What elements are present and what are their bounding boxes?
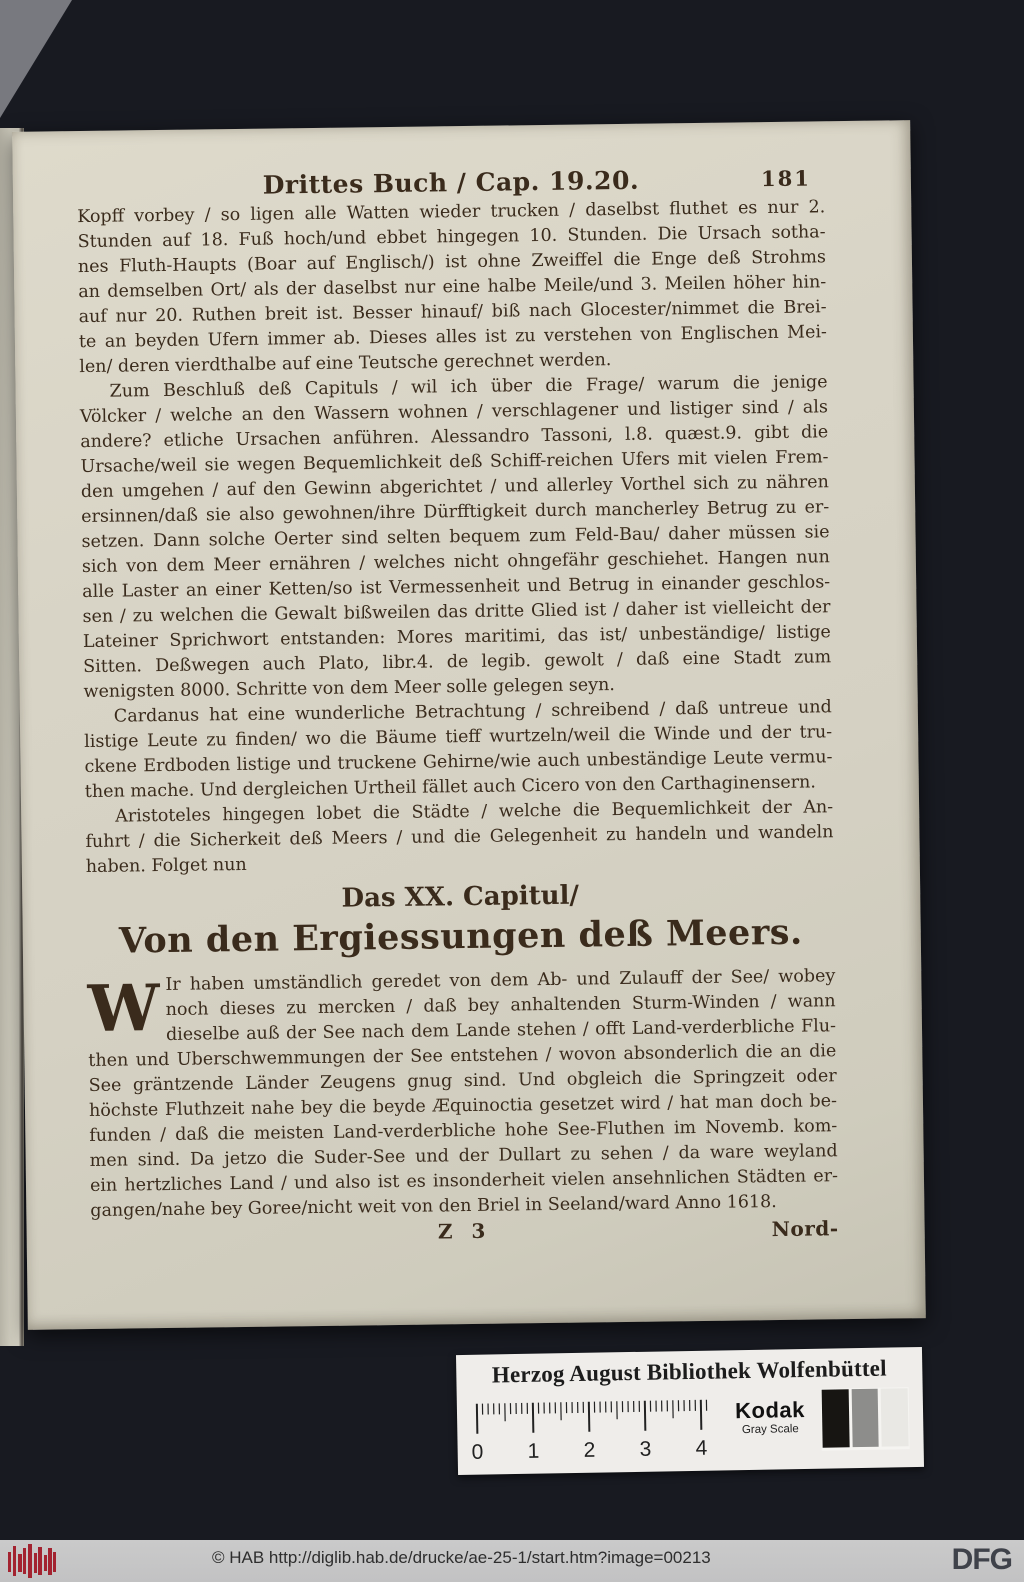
background-corner-wedge xyxy=(0,0,72,118)
chapter-heading-title: Von den Ergiessungen deß Meers. xyxy=(118,911,803,962)
kodak-block xyxy=(715,1397,826,1437)
text-line: ckene Erdboden listige und truckene Gehirne/wie auch unbeständige Leute vermu- xyxy=(84,747,833,778)
text-line: then und Uberschwemmungen der See entstehen / wovon absonderlich die an die xyxy=(88,1041,837,1072)
running-head-title: Drittes Buch / Cap. 19.20. xyxy=(262,165,640,200)
kodak-grayscale-caption: Gray Scale xyxy=(741,1423,799,1437)
text-line: Ursache/weil sie wegen Bequemlichkeit deß Schiff-reichen Ufers mit vielen Frem- xyxy=(80,447,829,478)
text-line: alle Laster an einer Ketten/so ist Vermessenheit und Betrug in einander geschlos- xyxy=(82,572,831,603)
paragraph xyxy=(84,695,833,805)
text-line: fuhrt / die Sicherkeit deß Meers / und die Gelegenheit zu handeln und wandeln xyxy=(85,822,834,853)
text-line: Sitten. Deßwegen auch Plato, libr.4. de legib. gewolt / daß eine Stadt zum xyxy=(83,647,832,678)
text-line: ersinnen/daß sie also gewohnen/ihre Dürfftigkeit durch mancherley Betrug zu er- xyxy=(81,497,830,528)
text-line: Cardanus hat eine wunderliche Betrachtung / schreibend / daß untreue und xyxy=(113,697,832,727)
text-line: nes Fluth-Haupts (Boar auf Englisch/) ist ohne Zweiffel die Enge deß Strohms xyxy=(77,247,827,278)
library-name: Herzog August Bibliothek Wolfenbüttel xyxy=(491,1355,887,1388)
body-text xyxy=(77,195,839,1250)
book-page xyxy=(12,120,926,1330)
text-line: haben. Folget nun xyxy=(85,854,247,878)
text-line: len/ deren vierdthalbe auf eine Teutsche gerechnet werden. xyxy=(79,350,612,378)
text-line: Ir haben umständlich geredet von dem Ab- und Zulauff der See/ wobey xyxy=(165,966,836,995)
text-line: noch dieses zu mercken / daß bey anhaltenden Sturm-Winden / wann xyxy=(165,991,836,1020)
text-line: Stunden auf 18. Fuß hoch/und ebbet hingegen 10. Stunden. Die Ursach sotha- xyxy=(77,222,826,253)
svg-text:4: 4 xyxy=(695,1436,708,1460)
footer-watermark-bar xyxy=(0,1540,1024,1582)
dropcap-lines xyxy=(87,964,838,1224)
text-line: men sind. Da jetzo die Suder-See und der Dullart zu sehen / da ware weyland xyxy=(89,1141,838,1172)
cm-ruler xyxy=(469,1399,716,1469)
text-line: höchste Fluthzeit nahe bey die beyde Æquinoctia gesetzet wird / hat man doch be- xyxy=(88,1091,838,1122)
copyright-url: © HAB http://diglib.hab.de/drucke/ae-25-1/start.htm?image=00213 xyxy=(212,1548,711,1567)
text-line: den umgehen / auf den Gewinn abgerichtet / und allerley Vorthel sich zu nähren xyxy=(80,472,829,503)
drop-cap-initial: W xyxy=(87,971,161,1048)
grayscale-patch xyxy=(881,1388,909,1446)
text-line: andere? etliche Ursachen anführen. Alessandro Tassoni, l.8. quæst.9. gibt die xyxy=(80,422,829,453)
text-line: listige Leute zu finden/ wo die Bäume tieff wurtzeln/weil die Winde und der tru- xyxy=(84,722,833,753)
paragraph xyxy=(77,195,827,380)
paragraph-with-dropcap xyxy=(87,964,838,1224)
signature-mark: Z 3 xyxy=(437,1218,492,1244)
text-line: Kopff vorbey / so ligen alle Watten wieder trucken / daselbst fluthet es nur 2. xyxy=(77,197,826,228)
hab-logo-icon xyxy=(8,1544,56,1578)
kodak-brand: Kodak xyxy=(734,1396,806,1424)
grayscale-patch xyxy=(851,1389,879,1447)
dfg-logo: DFG xyxy=(951,1543,1012,1576)
svg-text:1: 1 xyxy=(527,1439,540,1463)
paragraph xyxy=(85,795,834,880)
chapter-heading-number: Das XX. Capitul/ xyxy=(341,880,580,914)
grayscale-patches xyxy=(821,1387,910,1451)
library-color-target-label xyxy=(456,1347,924,1475)
text-line: wenigsten 8000. Schritte von dem Meer solle gelegen seyn. xyxy=(83,675,616,703)
text-line: ein hertzliches Land / und also ist es insonderheit vielen ansehnlichen Städten er- xyxy=(89,1166,839,1196)
text-line: an demselben Ort/ als der daselbst nur eine halbe Meile/und 3. Meilen höher hin- xyxy=(78,272,827,303)
text-line: auf nur 20. Ruthen breit ist. Besser hinauf/ biß nach Glocester/nimmet die Brei- xyxy=(78,297,827,328)
text-line: funden / daß die meisten Land-verderbliche hohe See-Fluthen im Novemb. kom- xyxy=(89,1116,838,1147)
text-line: Aristoteles hingegen lobet die Städte / welche die Bequemlichkeit der An- xyxy=(115,797,834,827)
catchword: Nord- xyxy=(771,1216,839,1242)
page-number: 181 xyxy=(760,165,812,192)
text-line: Völcker / welche an den Wassern wohnen / verschlagener und listiger sind / als xyxy=(79,397,829,428)
text-block xyxy=(76,121,840,1329)
svg-text:2: 2 xyxy=(583,1438,596,1462)
svg-text:3: 3 xyxy=(639,1437,652,1461)
svg-text:0: 0 xyxy=(471,1440,484,1464)
text-line: gangen/nahe bey Goree/nicht weit von den Briel in Seeland/ward Anno 1618. xyxy=(90,1192,777,1221)
text-line: sich von dem Meer ernähren / welches nicht ohngefähr geschiehet. Hangen nun xyxy=(81,547,830,578)
text-line: sen / zu welchen die Gewalt bißweilen das dritte Glied ist / daher ist vielleicht der xyxy=(82,597,831,628)
text-line: Lateiner Sprichwort entstanden: Mores maritimi, das ist/ unbeständige/ listige xyxy=(82,622,831,653)
text-line: te an beyden Ufern immer ab. Dieses alles ist zu verstehen von Englischen Mei- xyxy=(78,322,828,353)
grayscale-patch xyxy=(822,1389,850,1447)
paragraph xyxy=(79,370,831,705)
text-line: dieselbe auß der See nach dem Lande stehen / offt Land-verderbliche Flu- xyxy=(165,1016,837,1045)
text-line: then mache. Und dergleichen Urtheil fället auch Cicero von den Carthaginensern. xyxy=(84,772,817,803)
text-line: setzen. Dann solche Oerter sind selten bequem zum Feld-Bau/ daher müssen sie xyxy=(81,522,830,553)
text-line: Zum Beschluß deß Capituls / wil ich über die Frage/ warum die jenige xyxy=(109,372,828,402)
text-line: See gräntzende Länder Zeugens gnug sind. Und obgleich die Springzeit oder xyxy=(88,1066,837,1097)
